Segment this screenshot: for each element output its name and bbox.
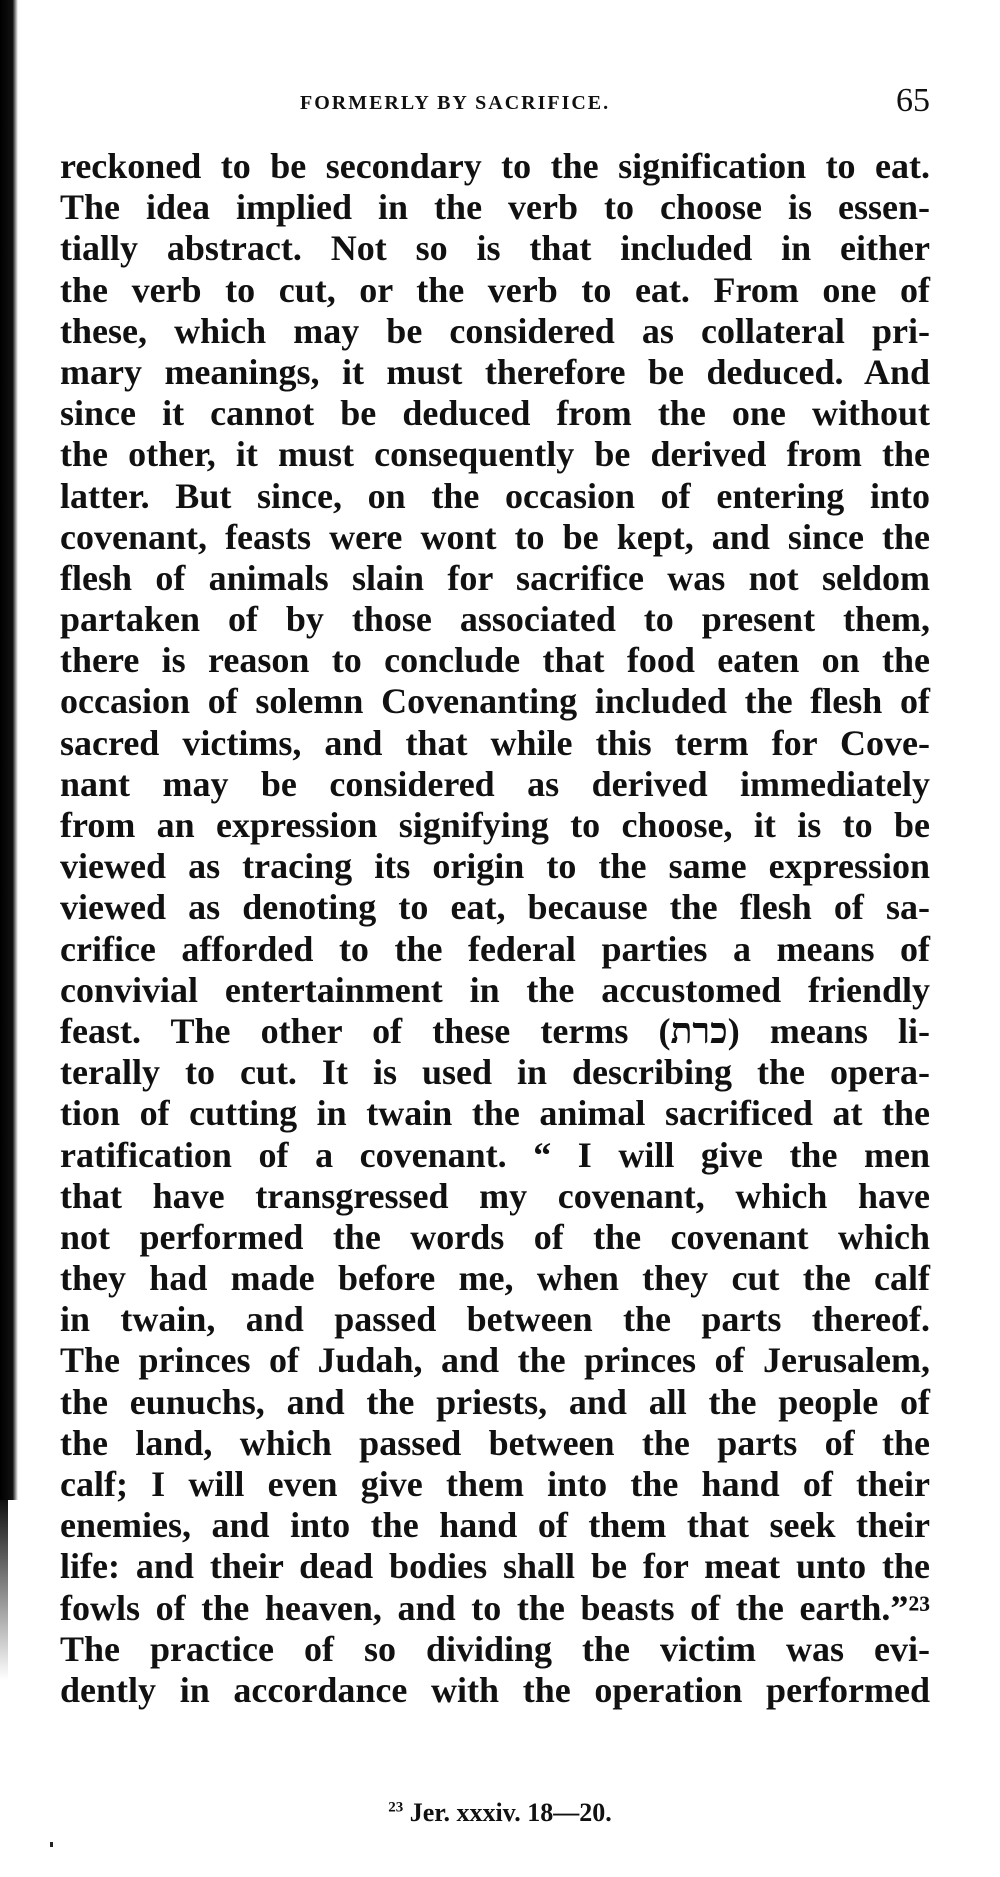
text-line: The princes of Judah, and the princes of Jerusalem, bbox=[60, 1340, 930, 1381]
text-line: since it cannot be deduced from the one without bbox=[60, 393, 930, 434]
text-line: latter. But since, on the occasion of entering into bbox=[60, 475, 930, 516]
text-line: there is reason to conclude that food eaten on the bbox=[60, 640, 930, 681]
running-title: FORMERLY BY SACRIFICE. bbox=[300, 92, 611, 114]
text-line: life: and their dead bodies shall be for meat unto the bbox=[60, 1546, 930, 1587]
print-speck bbox=[50, 1842, 53, 1847]
text-line: in twain, and passed between the parts thereof. bbox=[60, 1299, 930, 1340]
text-line: fowls of the heaven, and to the beasts of the earth.”²³ bbox=[60, 1587, 930, 1628]
text-line: convivial entertainment in the accustomed friendly bbox=[60, 969, 930, 1010]
text-line: enemies, and into the hand of them that seek their bbox=[60, 1505, 930, 1546]
text-line: the verb to cut, or the verb to eat. From one of bbox=[60, 269, 930, 310]
body-text bbox=[60, 146, 930, 1711]
text-line: mary meanings, it must therefore be deduced. And bbox=[60, 351, 930, 392]
text-line: dently in accordance with the operation performed bbox=[60, 1669, 930, 1710]
text-line: calf; I will even give them into the hand of their bbox=[60, 1464, 930, 1504]
text-line: sacred victims, and that while this term for Cove- bbox=[60, 722, 930, 763]
footnote-marker: 23 bbox=[388, 1799, 404, 1816]
text-line: partaken of by those associated to present them, bbox=[60, 599, 930, 640]
text-line: occasion of solemn Covenanting included the flesh of bbox=[60, 681, 930, 722]
text-line: that have transgressed my covenant, which have bbox=[60, 1175, 930, 1216]
text-line: these, which may be considered as collateral pri- bbox=[60, 310, 930, 351]
text-line: viewed as tracing its origin to the same expression bbox=[60, 846, 930, 887]
text-line: viewed as denoting to eat, because the flesh of sa- bbox=[60, 887, 930, 928]
page-header bbox=[60, 82, 930, 122]
footnote bbox=[0, 1798, 1000, 1828]
text-line: The practice of so dividing the victim was evi- bbox=[60, 1628, 930, 1669]
text-line: ratification of a covenant. “ I will give the men bbox=[60, 1134, 930, 1175]
text-line: crifice afforded to the federal parties a means of bbox=[60, 928, 930, 969]
text-line: tially abstract. Not so is that included in either bbox=[60, 228, 930, 269]
book-spine-shadow bbox=[0, 0, 18, 1500]
text-line: terally to cut. It is used in describing the opera- bbox=[60, 1052, 930, 1093]
text-line: covenant, feasts were wont to be kept, and since the bbox=[60, 516, 930, 557]
text-line: flesh of animals slain for sacrifice was not seldom bbox=[60, 557, 930, 598]
text-line: the other, it must consequently be derived from the bbox=[60, 434, 930, 475]
text-line: tion of cutting in twain the animal sacrificed at the bbox=[60, 1093, 930, 1134]
text-line: they had made before me, when they cut the calf bbox=[60, 1258, 930, 1299]
text-line: nant may be considered as derived immediately bbox=[60, 763, 930, 804]
text-line: from an expression signifying to choose, it is to be bbox=[60, 805, 930, 845]
text-line: The idea implied in the verb to choose is essen- bbox=[60, 187, 930, 228]
book-spine-shadow-tip bbox=[0, 1500, 8, 1680]
text-line: reckoned to be secondary to the signification to eat. bbox=[60, 146, 930, 186]
footnote-text: Jer. xxxiv. 18—20. bbox=[409, 1798, 612, 1827]
text-line: not performed the words of the covenant which bbox=[60, 1216, 930, 1257]
page-number: 65 bbox=[896, 82, 930, 119]
text-line: feast. The other of these terms (כרת) means li- bbox=[60, 1010, 930, 1051]
text-line: the eunuchs, and the priests, and all the people of bbox=[60, 1381, 930, 1422]
text-line: the land, which passed between the parts of the bbox=[60, 1422, 930, 1463]
